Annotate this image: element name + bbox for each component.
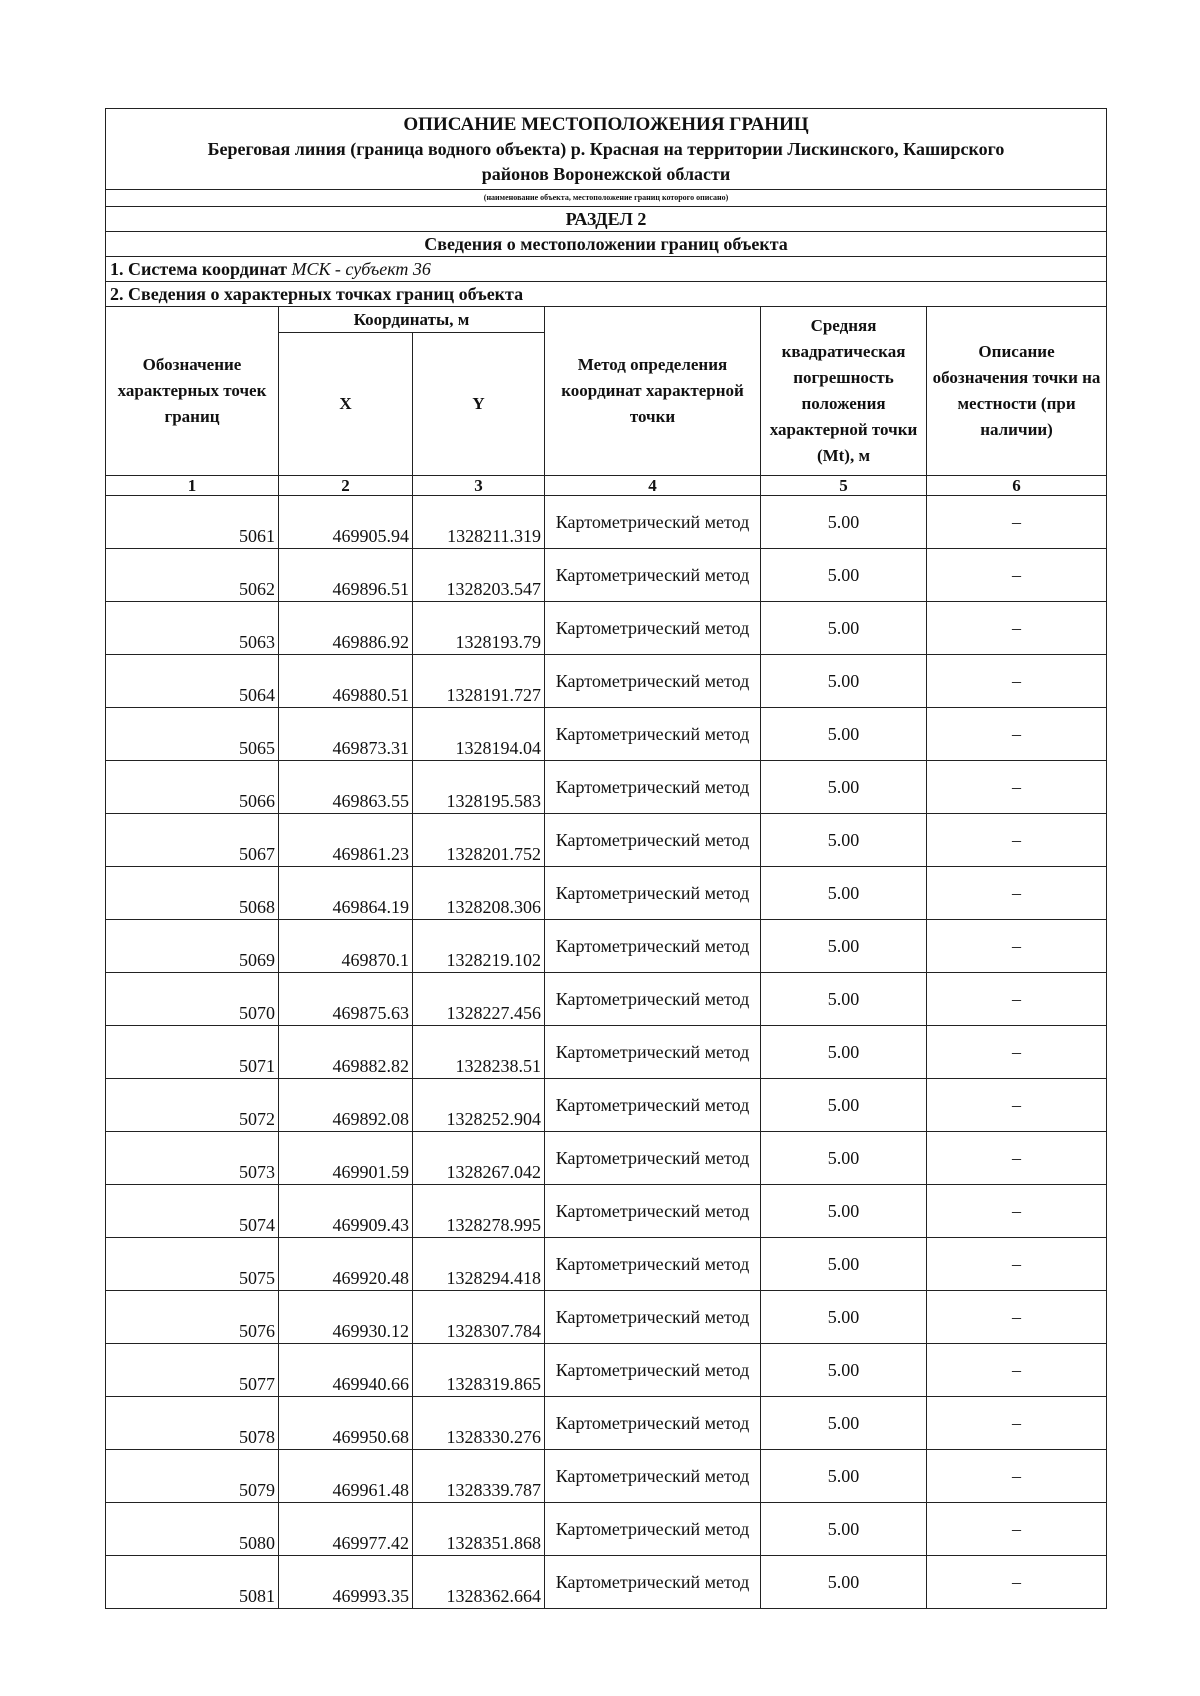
description-cell: –: [927, 814, 1107, 867]
mt-cell: 5.00: [761, 814, 927, 867]
mt-cell: 5.00: [761, 1026, 927, 1079]
x-coordinate-cell: 469977.42: [279, 1503, 413, 1556]
point-number-cell: 5061: [106, 496, 279, 549]
method-cell: Картометрический метод: [545, 867, 761, 920]
mt-cell: 5.00: [761, 761, 927, 814]
x-coordinate-cell: 469864.19: [279, 867, 413, 920]
y-coordinate-cell: 1328339.787: [413, 1450, 545, 1503]
col-point-designation: Обозначение характерных точек границ: [106, 307, 279, 476]
x-coordinate-cell: 469920.48: [279, 1238, 413, 1291]
y-coordinate-cell: 1328227.456: [413, 973, 545, 1026]
method-cell: Картометрический метод: [545, 761, 761, 814]
description-cell: –: [927, 549, 1107, 602]
y-coordinate-cell: 1328238.51: [413, 1026, 545, 1079]
table-row: [106, 973, 1107, 1026]
y-coordinate-cell: 1328319.865: [413, 1344, 545, 1397]
y-coordinate-cell: 1328208.306: [413, 867, 545, 920]
col-description: Описание обозначения точки на местности (при наличии): [927, 307, 1107, 476]
point-number-cell: 5079: [106, 1450, 279, 1503]
y-coordinate-cell: 1328294.418: [413, 1238, 545, 1291]
method-cell: Картометрический метод: [545, 1397, 761, 1450]
document-subtitle: [106, 137, 1107, 190]
boundary-description-sheet: [105, 108, 1106, 1609]
section-number: РАЗДЕЛ 2: [106, 207, 1107, 232]
y-coordinate-cell: 1328193.79: [413, 602, 545, 655]
method-cell: Картометрический метод: [545, 602, 761, 655]
col-y: Y: [413, 333, 545, 476]
col-number-3: 3: [413, 476, 545, 496]
x-coordinate-cell: 469861.23: [279, 814, 413, 867]
point-number-cell: 5062: [106, 549, 279, 602]
description-cell: –: [927, 1238, 1107, 1291]
mt-cell: 5.00: [761, 920, 927, 973]
col-number-1: 1: [106, 476, 279, 496]
x-coordinate-cell: 469930.12: [279, 1291, 413, 1344]
point-number-cell: 5063: [106, 602, 279, 655]
table-row: [106, 1079, 1107, 1132]
table-row: [106, 1026, 1107, 1079]
y-coordinate-cell: 1328194.04: [413, 708, 545, 761]
point-number-cell: 5066: [106, 761, 279, 814]
point-number-cell: 5081: [106, 1556, 279, 1609]
method-cell: Картометрический метод: [545, 814, 761, 867]
description-cell: –: [927, 1291, 1107, 1344]
point-number-cell: 5069: [106, 920, 279, 973]
y-coordinate-cell: 1328278.995: [413, 1185, 545, 1238]
method-cell: Картометрический метод: [545, 1450, 761, 1503]
description-cell: –: [927, 761, 1107, 814]
x-coordinate-cell: 469993.35: [279, 1556, 413, 1609]
col-number-2: 2: [279, 476, 413, 496]
mt-cell: 5.00: [761, 655, 927, 708]
y-coordinate-cell: 1328330.276: [413, 1397, 545, 1450]
x-coordinate-cell: 469940.66: [279, 1344, 413, 1397]
x-coordinate-cell: 469863.55: [279, 761, 413, 814]
points-section-label: 2. Сведения о характерных точках границ объекта: [106, 282, 1107, 307]
description-cell: –: [927, 1079, 1107, 1132]
x-coordinate-cell: 469886.92: [279, 602, 413, 655]
col-coordinates: Координаты, м: [279, 307, 545, 333]
table-row: [106, 602, 1107, 655]
description-cell: –: [927, 1503, 1107, 1556]
point-number-cell: 5075: [106, 1238, 279, 1291]
mt-cell: 5.00: [761, 1291, 927, 1344]
point-number-cell: 5074: [106, 1185, 279, 1238]
y-coordinate-cell: 1328252.904: [413, 1079, 545, 1132]
table-row: [106, 1397, 1107, 1450]
y-coordinate-cell: 1328219.102: [413, 920, 545, 973]
x-coordinate-cell: 469905.94: [279, 496, 413, 549]
x-coordinate-cell: 469880.51: [279, 655, 413, 708]
table-row: [106, 1450, 1107, 1503]
table-row: [106, 1556, 1107, 1609]
method-cell: Картометрический метод: [545, 1079, 761, 1132]
point-number-cell: 5073: [106, 1132, 279, 1185]
point-number-cell: 5067: [106, 814, 279, 867]
description-cell: –: [927, 920, 1107, 973]
point-number-cell: 5076: [106, 1291, 279, 1344]
method-cell: Картометрический метод: [545, 655, 761, 708]
method-cell: Картометрический метод: [545, 1026, 761, 1079]
object-caption: (наименование объекта, местоположение границ которого описано): [106, 190, 1107, 207]
method-cell: Картометрический метод: [545, 1556, 761, 1609]
table-row: [106, 761, 1107, 814]
col-method: Метод определения координат характерной точки: [545, 307, 761, 476]
y-coordinate-cell: 1328362.664: [413, 1556, 545, 1609]
mt-cell: 5.00: [761, 496, 927, 549]
table-row: [106, 920, 1107, 973]
x-coordinate-cell: 469875.63: [279, 973, 413, 1026]
table-row: [106, 814, 1107, 867]
method-cell: Картометрический метод: [545, 920, 761, 973]
point-number-cell: 5071: [106, 1026, 279, 1079]
description-cell: –: [927, 867, 1107, 920]
description-cell: –: [927, 708, 1107, 761]
method-cell: Картометрический метод: [545, 973, 761, 1026]
col-number-5: 5: [761, 476, 927, 496]
table-row: [106, 1344, 1107, 1397]
y-coordinate-cell: 1328267.042: [413, 1132, 545, 1185]
method-cell: Картометрический метод: [545, 1185, 761, 1238]
x-coordinate-cell: 469896.51: [279, 549, 413, 602]
method-cell: Картометрический метод: [545, 1344, 761, 1397]
coord-system-label: 1. Система координат: [110, 259, 287, 279]
description-cell: –: [927, 1556, 1107, 1609]
mt-cell: 5.00: [761, 1397, 927, 1450]
x-coordinate-cell: 469873.31: [279, 708, 413, 761]
description-cell: –: [927, 602, 1107, 655]
method-cell: Картометрический метод: [545, 708, 761, 761]
mt-cell: 5.00: [761, 1132, 927, 1185]
col-mt: Средняя квадратическая погрешность положения характерной точки (Mt), м: [761, 307, 927, 476]
coordinate-system: [106, 257, 1107, 282]
y-coordinate-cell: 1328195.583: [413, 761, 545, 814]
mt-cell: 5.00: [761, 1503, 927, 1556]
mt-cell: 5.00: [761, 1185, 927, 1238]
table-row: [106, 1238, 1107, 1291]
table-row: [106, 1185, 1107, 1238]
method-cell: Картометрический метод: [545, 1291, 761, 1344]
mt-cell: 5.00: [761, 973, 927, 1026]
point-number-cell: 5065: [106, 708, 279, 761]
description-cell: –: [927, 1132, 1107, 1185]
point-number-cell: 5068: [106, 867, 279, 920]
boundary-table: [105, 108, 1107, 1609]
table-row: [106, 867, 1107, 920]
x-coordinate-cell: 469882.82: [279, 1026, 413, 1079]
y-coordinate-cell: 1328203.547: [413, 549, 545, 602]
description-cell: –: [927, 655, 1107, 708]
y-coordinate-cell: 1328351.868: [413, 1503, 545, 1556]
x-coordinate-cell: 469950.68: [279, 1397, 413, 1450]
table-row: [106, 1503, 1107, 1556]
point-number-cell: 5064: [106, 655, 279, 708]
mt-cell: 5.00: [761, 1238, 927, 1291]
table-row: [106, 708, 1107, 761]
x-coordinate-cell: 469901.59: [279, 1132, 413, 1185]
y-coordinate-cell: 1328191.727: [413, 655, 545, 708]
description-cell: –: [927, 1397, 1107, 1450]
mt-cell: 5.00: [761, 602, 927, 655]
point-number-cell: 5070: [106, 973, 279, 1026]
subtitle-line-2: районов Воронежской области: [481, 164, 731, 184]
mt-cell: 5.00: [761, 1450, 927, 1503]
col-x: X: [279, 333, 413, 476]
mt-cell: 5.00: [761, 549, 927, 602]
point-number-cell: 5077: [106, 1344, 279, 1397]
x-coordinate-cell: 469892.08: [279, 1079, 413, 1132]
mt-cell: 5.00: [761, 708, 927, 761]
document-title: ОПИСАНИЕ МЕСТОПОЛОЖЕНИЯ ГРАНИЦ: [106, 109, 1107, 138]
table-row: [106, 549, 1107, 602]
table-row: [106, 655, 1107, 708]
description-cell: –: [927, 1344, 1107, 1397]
point-number-cell: 5072: [106, 1079, 279, 1132]
section-title: Сведения о местоположении границ объекта: [106, 232, 1107, 257]
col-number-4: 4: [545, 476, 761, 496]
point-number-cell: 5078: [106, 1397, 279, 1450]
col-number-6: 6: [927, 476, 1107, 496]
coord-system-value: МСК - субъект 36: [291, 259, 431, 279]
y-coordinate-cell: 1328211.319: [413, 496, 545, 549]
method-cell: Картометрический метод: [545, 1132, 761, 1185]
method-cell: Картометрический метод: [545, 496, 761, 549]
x-coordinate-cell: 469870.1: [279, 920, 413, 973]
description-cell: –: [927, 1185, 1107, 1238]
subtitle-line-1: Береговая линия (граница водного объекта) р. Красная на территории Лискинского, Каширского: [207, 139, 1005, 159]
description-cell: –: [927, 1450, 1107, 1503]
mt-cell: 5.00: [761, 1556, 927, 1609]
y-coordinate-cell: 1328201.752: [413, 814, 545, 867]
mt-cell: 5.00: [761, 1079, 927, 1132]
x-coordinate-cell: 469909.43: [279, 1185, 413, 1238]
description-cell: –: [927, 973, 1107, 1026]
table-row: [106, 1291, 1107, 1344]
x-coordinate-cell: 469961.48: [279, 1450, 413, 1503]
method-cell: Картометрический метод: [545, 549, 761, 602]
table-row: [106, 496, 1107, 549]
mt-cell: 5.00: [761, 1344, 927, 1397]
y-coordinate-cell: 1328307.784: [413, 1291, 545, 1344]
description-cell: –: [927, 496, 1107, 549]
mt-cell: 5.00: [761, 867, 927, 920]
method-cell: Картометрический метод: [545, 1238, 761, 1291]
method-cell: Картометрический метод: [545, 1503, 761, 1556]
description-cell: –: [927, 1026, 1107, 1079]
table-row: [106, 1132, 1107, 1185]
point-number-cell: 5080: [106, 1503, 279, 1556]
